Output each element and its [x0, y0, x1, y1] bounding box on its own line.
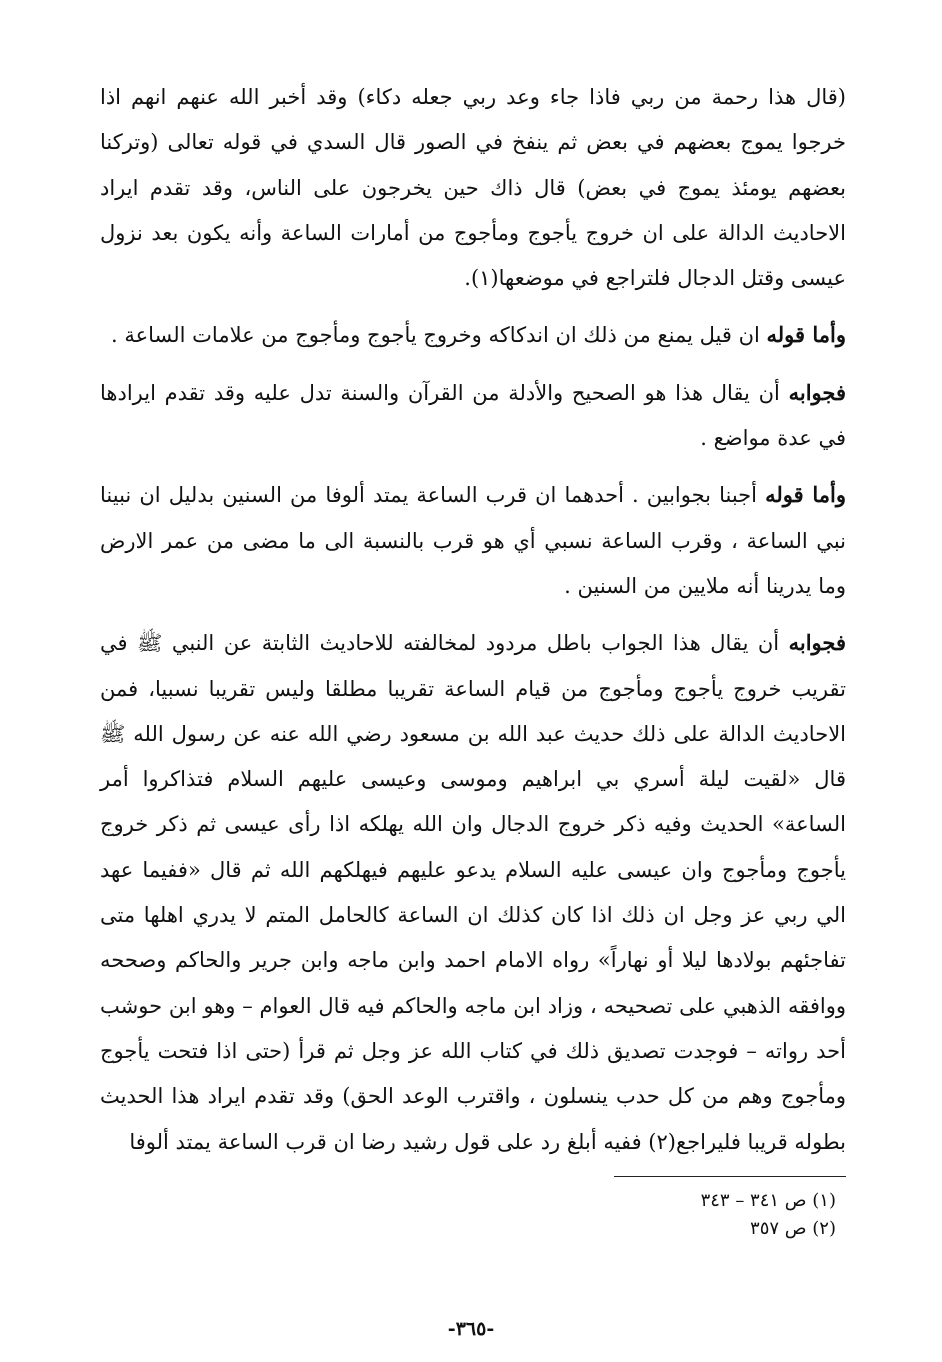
paragraph-text: أن يقال هذا الجواب باطل مردود لمخالفته للاحاديث الثابتة عن النبي ﷺ في تقريب خروج يأجوج ومأجوج من قيام الساعة تقريبا مطلقا وليس تقريبا نسبيا، فمن الاحاديث الدالة على ذلك حديث عبد الله بن مسعود رضي الله عنه عن رسول الله ﷺ قال «لقيت ليلة أسري بي ابراهيم وموسى وعيسى عليهم السلام فتذاكروا أمر الساعة» الحديث وفيه ذكر خروج الدجال وان الله يهلكه اذا رأى عيسى ثم ذكر خروج يأجوج ومأجوج وان عيسى عليه السلام يدعو عليهم فيهلكهم الله ثم قال «ففيما عهد الي ربي عز وجل ان ذلك اذا كان كذلك ان الساعة كالحامل المتم لا يدري اهلها متى تفاجئهم بولادها ليلا أو نهاراً» رواه الامام احمد وابن ماجه وابن جرير والحاكم وصححه ووافقه الذهبي على تصحيحه ، وزاد ابن ماجه والحاكم فيه قال العوام – وهو ابن حوشب أحد رواته – فوجدت تصديق ذلك في كتاب الله عز وجل ثم قرأ (حتى اذا فتحت يأجوج ومأجوج وهم من كل حدب ينسلون ، واقترب الوعد الحق) وقد تقدم ايراد هذا الحديث بطوله قريبا فليراجع(٢) ففيه أبلغ رد على قول رشيد رضا ان قرب الساعة يمتد ألوفا [100, 631, 846, 1154]
paragraph-lead: وأما قوله [765, 482, 846, 508]
paragraph-3 [100, 370, 846, 462]
footnotes [100, 1187, 846, 1243]
paragraph-4 [100, 472, 846, 609]
paragraph-lead: فجوابه [788, 630, 846, 656]
paragraph-2 [100, 312, 846, 358]
paragraph-text: ان قيل يمنع من ذلك ان اندكاكه وخروج يأجوج ومأجوج من علامات الساعة . [110, 323, 767, 348]
paragraph-lead: فجوابه [788, 379, 846, 405]
body-text [100, 74, 846, 1165]
page-number: -٣٦٥- [447, 1318, 495, 1340]
footnote-1: (١) ص ٣٤١ – ٣٤٣ [700, 1189, 836, 1211]
paragraph-text: أن يقال هذا هو الصحيح والأدلة من القرآن والسنة تدل عليه وقد تقدم ايرادها في عدة مواضع . [100, 380, 846, 451]
paragraph-text: أجبنا بجوابين . أحدهما ان قرب الساعة يمتد ألوفا من السنين بدليل ان نبينا نبي الساعة ، وقرب الساعة نسبي أي هو قرب بالنسبة الى ما مضى من عمر الارض وما يدرينا أنه ملايين من السنين . [100, 483, 846, 598]
paragraph-lead: وأما قوله [766, 322, 846, 348]
footnote-2: (٢) ص ٣٥٧ [750, 1217, 836, 1239]
paragraph-1 [100, 74, 846, 301]
paragraph-text: (قال هذا رحمة من ربي فاذا جاء وعد ربي جعله دكاء) وقد أخبر الله عنهم انهم اذا خرجوا يموج بعضهم في بعض ثم ينفخ في الصور قال السدي في قوله تعالى (وتركنا بعضهم يومئذ يموج في بعض) قال ذاك حين يخرجون على الناس، وقد تقدم ايراد الاحاديث الدالة على ان خروج يأجوج ومأجوج من أمارات الساعة وأنه يكون بعد نزول عيسى وقتل الدجال فلتراجع في موضعها(١). [100, 85, 846, 291]
footnote-divider [614, 1176, 846, 1177]
paragraph-5 [100, 620, 846, 1165]
